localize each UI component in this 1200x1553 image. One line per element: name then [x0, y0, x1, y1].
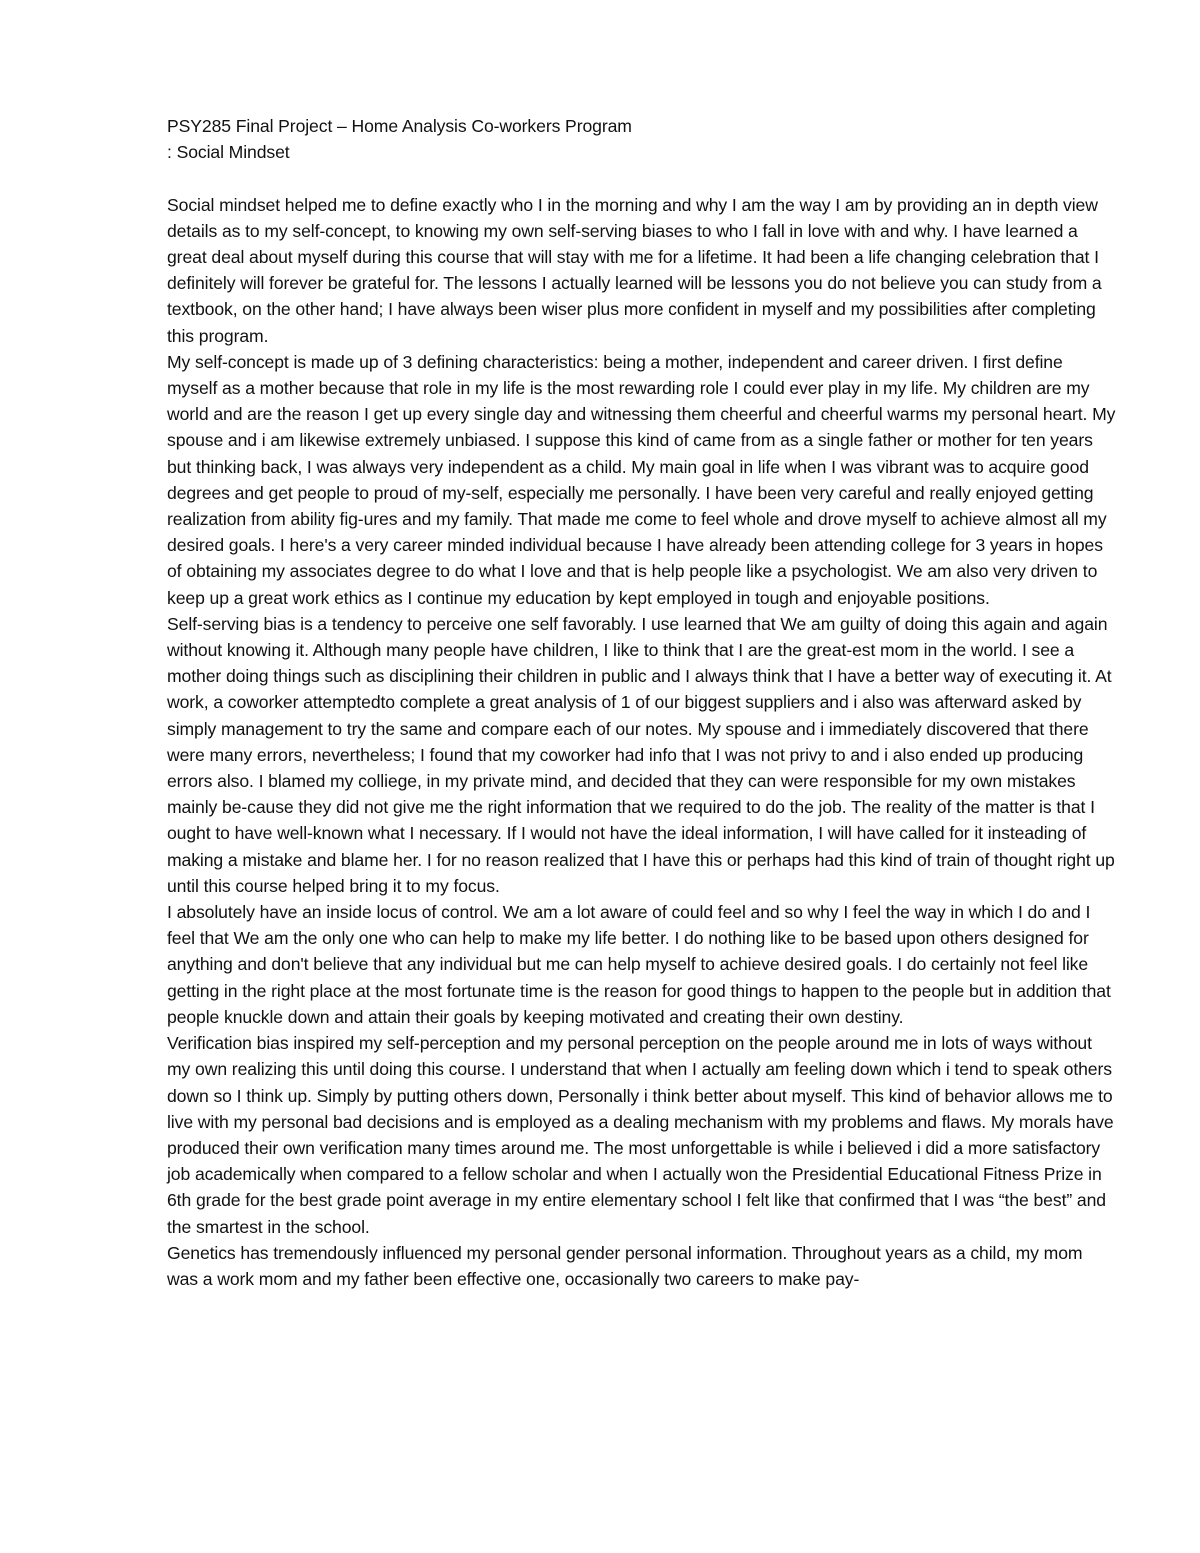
paragraph-genetics: Genetics has tremendously influenced my personal gender personal information. Throughout years as a child, my mom was a work mom and my father been effective one, occasionally two careers to make pay- — [167, 1242, 1083, 1289]
title-line-2: : Social Mindset — [167, 142, 290, 163]
paragraph-self-serving-bias: Self-serving bias is a tendency to perceive one self favorably. I use learned that We am guilty of doing this again and again without knowing it. Although many people have children, I like to think that I are the great-est mom in the world. I see a mother doing things such as disciplining their children in public and I always think that I have a better way of executing it. At work, a coworker attemptedto complete a great analysis of 1 of our biggest suppliers and i also was afterward asked by simply management to try the same and compare each of our notes. My spouse and i immediately discovered that there were many errors, nevertheless; I found that my coworker had info that I was not privy to and i also ended up producing errors also. I blamed my colliege, in my private mind, and decided that they can were responsible for my own mistakes mainly be-cause they did not give me the right information that we required to do the job. The reality of the matter is that I ought to have well-known what I necessary. If I would not have the ideal information, I will have called for it insteading of making a mistake and blame her. I for no reason realized that I have this or perhaps had this kind of train of thought right up until this course helped bring it to my focus. — [167, 613, 1115, 896]
paragraph-locus-of-control: I absolutely have an inside locus of control. We am a lot aware of could feel and so why I feel the way in which I do and I feel that We am the only one who can help to make my life better. I do nothing like to be based upon others designed for anything and don't believe that any individual but me can help myself to achieve desired goals. I do certainly not feel like getting in the right place at the most fortunate time is the reason for good things to happen to the people but in addition that people knuckle down and attain their goals by keeping motivated and creating their own destiny. — [167, 902, 1111, 1027]
title-line-1: PSY285 Final Project – Home Analysis Co-workers Program — [167, 116, 632, 136]
paragraph-verification-bias: Verification bias inspired my self-perception and my personal perception on the people around me in lots of ways without my own realizing this until doing this course. I understand that when I actually am feeling down which i tend to speak others down so I think up. Simply by putting others down, Personally i think better about myself. This kind of behavior allows me to live with my personal bad decisions and is employed as a dealing mechanism with my problems and flaws. My morals have produced their own verification many times around me. The most unforgettable is while i believed i did a more satisfactory job academically when compared to a fellow scholar and when I actually won the Presidential Educational Fitness Prize in 6th grade for the best grade point average in my entire elementary school I felt like that confirmed that I was “the best” and the smartest in the school. — [167, 1033, 1114, 1237]
document-body — [167, 113, 1117, 1292]
paragraph-intro: Social mindset helped me to define exactly who I in the morning and why I am the way I am by providing an in depth view details as to my self-concept, to knowing my own self-serving biases to who I fall in love with and why. I have learned a great deal about myself during this course that will stay with me for a lifetime. It had been a life changing celebration that I definitely will forever be grateful for. The lessons I actually learned will be lessons you do not believe you can study from a textbook, on the other hand; I have always been wiser plus more confident in myself and my possibilities after completing this program. — [167, 194, 1102, 346]
document-title — [167, 113, 1117, 165]
paragraph-self-concept: My self-concept is made up of 3 defining characteristics: being a mother, independent and career driven. I first define myself as a mother because that role in my life is the most rewarding role I could ever play in my life. My children are my world and are the reason I get up every single day and witnessing them cheerful and cheerful warms my personal heart. My spouse and i am likewise extremely unbiased. I suppose this kind of came from as a single father or mother for ten years but thinking back, I was always very independent as a child. My main goal in life when I was vibrant was to acquire good degrees and get people to proud of my-self, especially me personally. I have been very careful and really enjoyed getting realization from ability fig-ures and my family. That made me come to feel whole and drove myself to achieve almost all my desired goals. I here's a very career minded individual because I have already been attending college for 3 years in hopes of obtaining my associates degree to do what I love and that is help people like a psychologist. We am also very driven to keep up a great work ethics as I continue my education by kept employed in tough and enjoyable positions. — [167, 351, 1116, 608]
